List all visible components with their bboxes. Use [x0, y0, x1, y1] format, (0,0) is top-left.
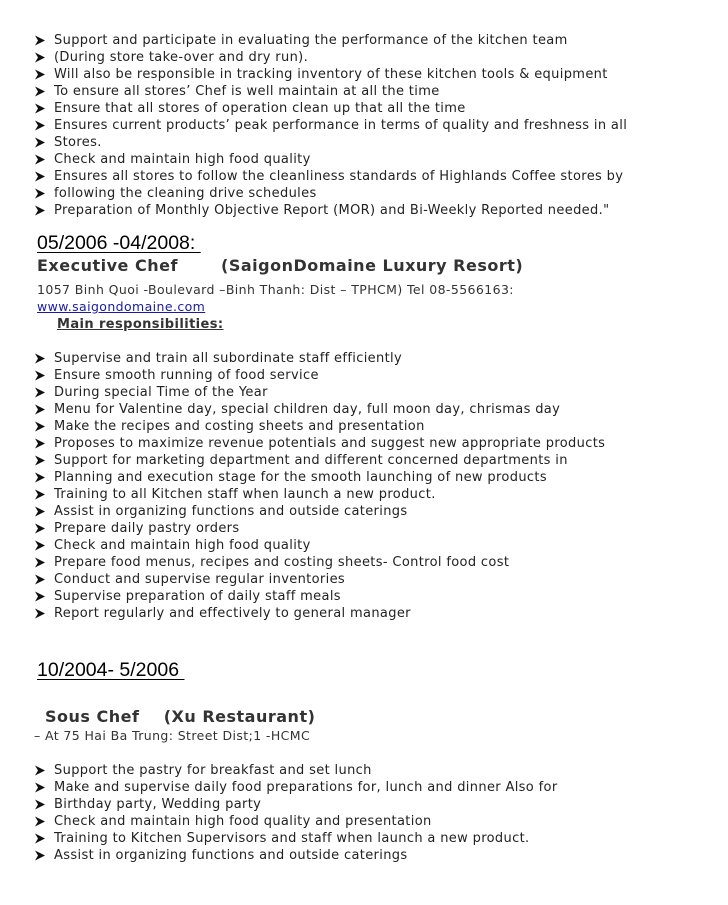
arrow-bullet-icon: [34, 506, 46, 517]
arrow-bullet-icon: [34, 404, 46, 415]
list-item: [34, 49, 724, 66]
job1-responsibility-list: [34, 350, 724, 622]
arrow-bullet-icon: [34, 137, 46, 148]
list-item: [34, 32, 724, 49]
job1-company: (SaigonDomaine Luxury Resort): [221, 256, 524, 275]
list-item-text: Check and maintain high food quality: [54, 538, 311, 553]
list-item: [34, 605, 724, 622]
list-item-text: following the cleaning drive schedules: [54, 186, 317, 201]
list-item: [34, 830, 724, 847]
list-item: [34, 452, 724, 469]
arrow-bullet-icon: [34, 540, 46, 551]
arrow-bullet-icon: [34, 205, 46, 216]
list-item-text: Ensures all stores to follow the cleanliness standards of Highlands Coffee stores by: [54, 169, 624, 184]
arrow-bullet-icon: [34, 816, 46, 827]
list-item: [34, 435, 724, 452]
list-item-text: Planning and execution stage for the smooth launching of new products: [54, 470, 547, 485]
list-item-text: During special Time of the Year: [54, 385, 268, 400]
arrow-bullet-icon: [34, 850, 46, 861]
arrow-bullet-icon: [34, 86, 46, 97]
list-item-text: Support the pastry for breakfast and set lunch: [54, 763, 372, 778]
list-item: [34, 520, 724, 537]
list-item: [34, 486, 724, 503]
arrow-bullet-icon: [34, 489, 46, 500]
list-item: [34, 813, 724, 830]
arrow-bullet-icon: [34, 154, 46, 165]
list-item: [34, 554, 724, 571]
list-item: [34, 503, 724, 520]
arrow-bullet-icon: [34, 438, 46, 449]
list-item-text: Birthday party, Wedding party: [54, 797, 262, 812]
list-item: [34, 762, 724, 779]
arrow-bullet-icon: [34, 387, 46, 398]
list-item: [34, 134, 724, 151]
arrow-bullet-icon: [34, 120, 46, 131]
list-item-text: Supervise preparation of daily staff meals: [54, 589, 341, 604]
list-item: [34, 185, 724, 202]
list-item: [34, 151, 724, 168]
list-item-text: Proposes to maximize revenue potentials and suggest new appropriate products: [54, 436, 606, 451]
list-item: [34, 384, 724, 401]
job2-title: Sous Chef (Xu Restaurant): [45, 707, 316, 726]
list-item-text: Ensure smooth running of food service: [54, 368, 319, 383]
list-item: [34, 117, 724, 134]
list-item-text: Conduct and supervise regular inventories: [54, 572, 346, 587]
arrow-bullet-icon: [34, 765, 46, 776]
list-item-text: Menu for Valentine day, special children day, full moon day, chrismas day: [54, 402, 561, 417]
list-item-text: Assist in organizing functions and outside caterings: [54, 848, 408, 863]
list-item-text: Check and maintain high food quality: [54, 152, 311, 167]
arrow-bullet-icon: [34, 69, 46, 80]
arrow-bullet-icon: [34, 188, 46, 199]
list-item: [34, 66, 724, 83]
job1-responsibilities-heading: Main responsibilities:: [57, 317, 224, 332]
arrow-bullet-icon: [34, 103, 46, 114]
list-item: [34, 367, 724, 384]
list-item: [34, 350, 724, 367]
list-item-text: Support for marketing department and different concerned departments in: [54, 453, 568, 468]
list-item: [34, 83, 724, 100]
list-item-text: Supervise and train all subordinate staff efficiently: [54, 351, 403, 366]
arrow-bullet-icon: [34, 782, 46, 793]
list-item-text: To ensure all stores’ Chef is well maintain at all the time: [54, 84, 440, 99]
list-item-text: Make and supervise daily food preparations for, lunch and dinner Also for: [54, 780, 558, 795]
job2-responsibility-list: [34, 762, 724, 864]
list-item-text: Will also be responsible in tracking inventory of these kitchen tools & equipment: [54, 67, 608, 82]
arrow-bullet-icon: [34, 52, 46, 63]
arrow-bullet-icon: [34, 608, 46, 619]
arrow-bullet-icon: [34, 421, 46, 432]
list-item: [34, 100, 724, 117]
list-item: [34, 469, 724, 486]
list-item-text: Support and participate in evaluating the performance of the kitchen team: [54, 33, 568, 48]
top-responsibility-list: [34, 32, 724, 219]
job1-period: 05/2006 -04/2008:: [37, 232, 201, 254]
job1-website-link[interactable]: www.saigondomaine.com: [37, 299, 206, 314]
list-item-text: Ensures current products’ peak performance in terms of quality and freshness in all: [54, 118, 628, 133]
list-item: [34, 202, 724, 219]
list-item-text: Training to Kitchen Supervisors and staff when launch a new product.: [54, 831, 530, 846]
arrow-bullet-icon: [34, 833, 46, 844]
arrow-bullet-icon: [34, 523, 46, 534]
job1-address: 1057 Binh Quoi -Boulevard –Binh Thanh: Dist – TPHCM) Tel 08-5566163:: [37, 282, 514, 297]
arrow-bullet-icon: [34, 799, 46, 810]
list-item: [34, 401, 724, 418]
list-item: [34, 796, 724, 813]
list-item-text: Make the recipes and costing sheets and presentation: [54, 419, 425, 434]
list-item: [34, 537, 724, 554]
arrow-bullet-icon: [34, 370, 46, 381]
arrow-bullet-icon: [34, 591, 46, 602]
list-item-text: Training to all Kitchen staff when launch a new product.: [54, 487, 436, 502]
list-item-text: Check and maintain high food quality and presentation: [54, 814, 432, 829]
list-item: [34, 571, 724, 588]
arrow-bullet-icon: [34, 557, 46, 568]
list-item-text: (During store take-over and dry run).: [54, 50, 309, 65]
list-item: [34, 588, 724, 605]
list-item-text: Preparation of Monthly Objective Report (MOR) and Bi-Weekly Reported needed.": [54, 203, 610, 218]
list-item: [34, 779, 724, 796]
list-item-text: Assist in organizing functions and outside caterings: [54, 504, 408, 519]
arrow-bullet-icon: [34, 171, 46, 182]
job2-address: – At 75 Hai Ba Trung: Street Dist;1 -HCMC: [34, 728, 311, 743]
list-item-text: Report regularly and effectively to general manager: [54, 606, 411, 621]
arrow-bullet-icon: [34, 574, 46, 585]
arrow-bullet-icon: [34, 455, 46, 466]
arrow-bullet-icon: [34, 35, 46, 46]
list-item-text: Stores.: [54, 135, 102, 150]
arrow-bullet-icon: [34, 472, 46, 483]
job2-period: 10/2004- 5/2006: [37, 659, 185, 681]
list-item-text: Prepare daily pastry orders: [54, 521, 240, 536]
list-item: [34, 168, 724, 185]
arrow-bullet-icon: [34, 353, 46, 364]
job1-title: Executive Chef: [37, 256, 178, 275]
list-item: [34, 418, 724, 435]
list-item: [34, 847, 724, 864]
list-item-text: Prepare food menus, recipes and costing sheets- Control food cost: [54, 555, 510, 570]
list-item-text: Ensure that all stores of operation clean up that all the time: [54, 101, 466, 116]
